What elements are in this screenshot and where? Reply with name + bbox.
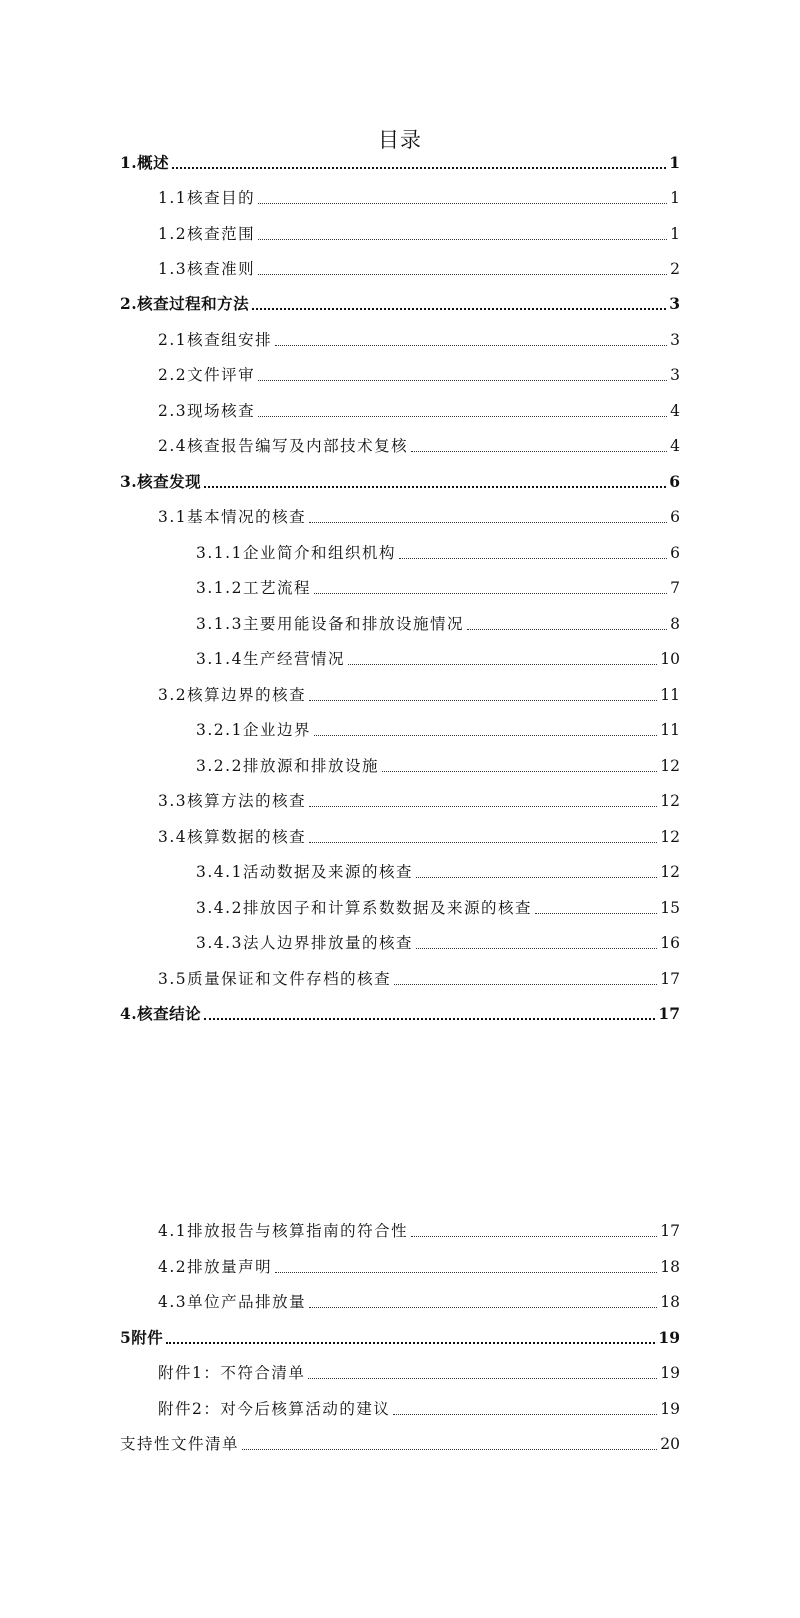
toc-entry-label: 2.2文件评审	[158, 366, 256, 384]
dot-leader	[308, 1377, 657, 1379]
toc-entry-label: 4.核查结论	[120, 1004, 202, 1023]
toc-entry-label: 3.2.1企业边界	[196, 721, 311, 739]
toc-entry-4-3[interactable]	[0, 1290, 800, 1314]
toc-entry-page: 19	[660, 1364, 680, 1382]
dot-leader	[314, 734, 657, 736]
toc-entry-page: 19	[660, 1400, 680, 1418]
toc-entry-page: 8	[670, 615, 680, 633]
toc-entry-supporting-docs[interactable]	[0, 1432, 800, 1456]
toc-entry-page: 3	[669, 294, 680, 313]
dot-leader	[204, 1017, 655, 1020]
toc-entry-label: 附件1：不符合清单	[158, 1364, 306, 1382]
toc-entry-3[interactable]	[0, 470, 800, 494]
toc-entry-label: 3.1.4生产经营情况	[196, 650, 345, 668]
toc-entry-label: 4.3单位产品排放量	[158, 1293, 307, 1311]
toc-entry-label: 4.2排放量声明	[158, 1258, 273, 1276]
dot-leader	[416, 876, 657, 878]
toc-entry-page: 3	[670, 366, 680, 384]
toc-entry-3-2-1[interactable]	[0, 718, 800, 742]
dot-leader	[258, 238, 667, 240]
dot-leader	[204, 485, 666, 488]
dot-leader	[258, 273, 667, 275]
toc-entry-annex-2[interactable]	[0, 1397, 800, 1421]
dot-leader	[348, 663, 657, 665]
toc-entry-page: 1	[669, 153, 680, 172]
toc-entry-1-2[interactable]	[0, 222, 800, 246]
toc-entry-label: 3.1.1企业简介和组织机构	[196, 544, 396, 562]
toc-entry-3-1-3[interactable]	[0, 612, 800, 636]
toc-entry-5[interactable]	[0, 1326, 800, 1350]
toc-entry-label: 附件2：对今后核算活动的建议	[158, 1400, 391, 1418]
toc-title: 目录	[378, 128, 422, 152]
toc-entry-label: 3.1.3主要用能设备和排放设施情况	[196, 615, 464, 633]
dot-leader	[309, 841, 657, 843]
toc-entry-label: 3.2核算边界的核查	[158, 686, 307, 704]
toc-entry-label: 3.2.2排放源和排放设施	[196, 757, 379, 775]
toc-entry-annex-1[interactable]	[0, 1361, 800, 1385]
toc-entry-page: 1	[670, 225, 680, 243]
toc-entry-3-2-2[interactable]	[0, 754, 800, 778]
toc-entry-3-1-4[interactable]	[0, 647, 800, 671]
toc-entry-page: 6	[670, 508, 680, 526]
toc-entry-label: 1.概述	[120, 153, 170, 172]
dot-leader	[172, 166, 666, 169]
toc-entry-3-1[interactable]	[0, 505, 800, 529]
toc-entry-4[interactable]	[0, 1002, 800, 1026]
dot-leader	[258, 202, 667, 204]
dot-leader	[394, 983, 657, 985]
toc-entry-4-1[interactable]	[0, 1219, 800, 1243]
toc-entry-page: 4	[670, 437, 680, 455]
toc-entry-label: 2.3现场核查	[158, 402, 256, 420]
dot-leader	[242, 1448, 657, 1450]
toc-entry-label: 1.1核查目的	[158, 189, 256, 207]
toc-entry-2-3[interactable]	[0, 399, 800, 423]
toc-entry-3-4-2[interactable]	[0, 896, 800, 920]
toc-entry-label: 5附件	[120, 1328, 164, 1347]
toc-entry-page: 17	[660, 1222, 680, 1240]
toc-entry-label: 3.3核算方法的核查	[158, 792, 307, 810]
toc-entry-page: 10	[660, 650, 680, 668]
toc-entry-label: 2.核查过程和方法	[120, 294, 250, 313]
toc-entry-page: 12	[660, 863, 680, 881]
toc-entry-label: 3.4.3法人边界排放量的核查	[196, 934, 413, 952]
toc-entry-page: 6	[670, 544, 680, 562]
toc-entry-page: 2	[670, 260, 680, 278]
toc-entry-2-4[interactable]	[0, 434, 800, 458]
toc-entry-label: 支持性文件清单	[120, 1435, 240, 1453]
toc-entry-page: 16	[660, 934, 680, 952]
toc-entry-label: 2.1核查组安排	[158, 331, 273, 349]
dot-leader	[252, 307, 666, 310]
toc-entry-page: 18	[660, 1258, 680, 1276]
toc-entry-4-2[interactable]	[0, 1255, 800, 1279]
toc-entry-label: 3.5质量保证和文件存档的核查	[158, 970, 392, 988]
dot-leader	[309, 1306, 657, 1308]
toc-entry-1-3[interactable]	[0, 257, 800, 281]
dot-leader	[399, 557, 667, 559]
toc-entry-page: 15	[660, 899, 680, 917]
dot-leader	[166, 1341, 655, 1344]
toc-entry-3-4[interactable]	[0, 825, 800, 849]
toc-entry-page: 17	[658, 1004, 680, 1023]
dot-leader	[258, 415, 667, 417]
dot-leader	[258, 379, 667, 381]
toc-entry-label: 2.4核查报告编写及内部技术复核	[158, 437, 409, 455]
toc-entry-page: 12	[660, 757, 680, 775]
toc-entry-page: 20	[660, 1435, 680, 1453]
toc-entry-page: 17	[660, 970, 680, 988]
toc-entry-3-5[interactable]	[0, 967, 800, 991]
toc-entry-label: 3.核查发现	[120, 472, 202, 491]
toc-entry-1-1[interactable]	[0, 186, 800, 210]
toc-entry-label: 3.4.1活动数据及来源的核查	[196, 863, 413, 881]
toc-entry-label: 3.1.2工艺流程	[196, 579, 311, 597]
dot-leader	[535, 912, 657, 914]
dot-leader	[309, 521, 667, 523]
toc-entry-page: 11	[660, 686, 680, 704]
toc-entry-page: 19	[658, 1328, 680, 1347]
toc-entry-page: 6	[669, 472, 680, 491]
toc-entry-3-1-2[interactable]	[0, 576, 800, 600]
toc-entry-page: 1	[670, 189, 680, 207]
toc-entry-page: 12	[660, 792, 680, 810]
toc-entry-label: 1.2核查范围	[158, 225, 256, 243]
dot-leader	[411, 1235, 657, 1237]
dot-leader	[467, 628, 667, 630]
toc-entry-label: 3.1基本情况的核查	[158, 508, 307, 526]
toc-entry-label: 3.4.2排放因子和计算系数数据及来源的核查	[196, 899, 532, 917]
toc-entry-page: 18	[660, 1293, 680, 1311]
dot-leader	[411, 450, 667, 452]
dot-leader	[382, 770, 657, 772]
toc-entry-3-2[interactable]	[0, 683, 800, 707]
toc-entry-page: 3	[670, 331, 680, 349]
dot-leader	[275, 1271, 657, 1273]
toc-entry-label: 1.3核查准则	[158, 260, 256, 278]
toc-entry-2-2[interactable]	[0, 363, 800, 387]
dot-leader	[314, 592, 667, 594]
toc-entry-3-3[interactable]	[0, 789, 800, 813]
toc-entry-label: 3.4核算数据的核查	[158, 828, 307, 846]
toc-entry-page: 7	[670, 579, 680, 597]
toc-entry-page: 12	[660, 828, 680, 846]
toc-entry-3-4-3[interactable]	[0, 931, 800, 955]
toc-entry-page: 11	[660, 721, 680, 739]
dot-leader	[309, 699, 657, 701]
dot-leader	[416, 947, 657, 949]
toc-entry-2-1[interactable]	[0, 328, 800, 352]
toc-entry-label: 4.1排放报告与核算指南的符合性	[158, 1222, 409, 1240]
toc-entry-page: 4	[670, 402, 680, 420]
toc-entry-3-1-1[interactable]	[0, 541, 800, 565]
toc-entry-1[interactable]	[0, 151, 800, 175]
dot-leader	[393, 1413, 657, 1415]
toc-entry-3-4-1[interactable]	[0, 860, 800, 884]
toc-entry-2[interactable]	[0, 292, 800, 316]
dot-leader	[275, 344, 667, 346]
dot-leader	[309, 805, 657, 807]
